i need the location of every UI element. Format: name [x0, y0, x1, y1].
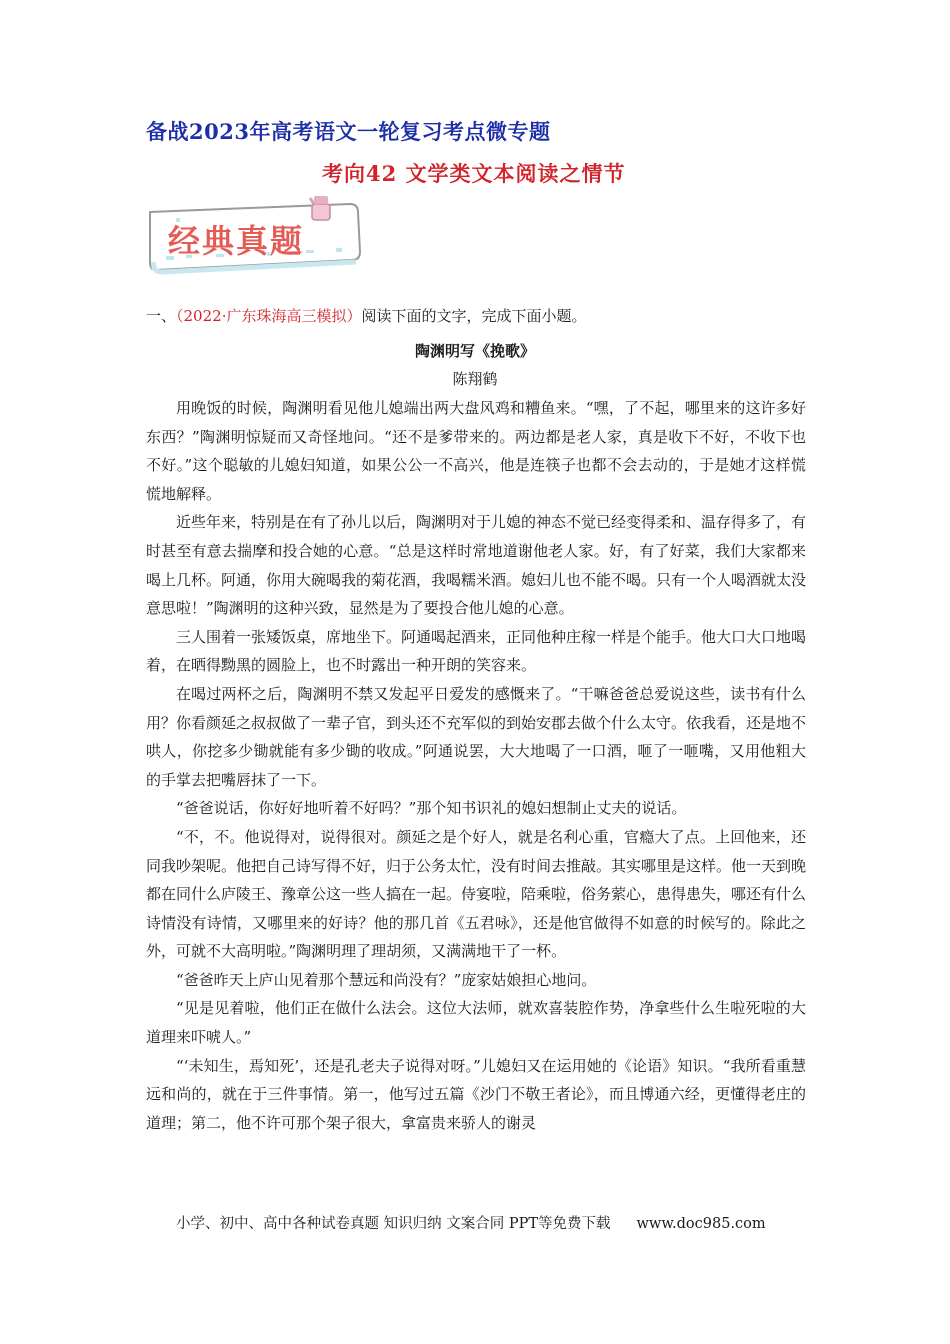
essay-paragraph: 在喝过两杯之后，陶渊明不禁又发起平日爱发的感慨来了。“干嘛爸爸总爱说这些，读书有什么用？你看颜延之叔叔做了一辈子官，到头还不充军似的到始安郡去做个什么太守。依我看，还是地不哄人，你挖多少锄就能有多少锄的收成。”阿通说罢，大大地喝了一口酒，咂了一咂嘴，又用他粗大的手掌去把嘴唇抹了一下。 — [146, 684, 807, 789]
essay-title: 陶渊明写《挽歌》 — [414, 342, 535, 360]
footer-text: 小学、初中、高中各种试卷真题 知识归纳 文案合同 PPT等免费下载 — [176, 1216, 611, 1232]
question-instruction: 阅读下面的文字，完成下面小题。 — [361, 307, 587, 325]
series-title: 备战2023年高考语文一轮复习考点微专题 — [146, 119, 551, 144]
question-number: 一、 — [146, 307, 177, 325]
question-source: （2022·广东珠海高三模拟） — [176, 307, 362, 325]
essay-paragraph: “爸爸说话，你好好地听着不好吗？”那个知书识礼的媳妇想制止丈夫的说话。 — [176, 799, 687, 818]
topic-title: 考向42 文学类文本阅读之情节 — [322, 161, 626, 186]
essay-paragraph: 近些年来，特别是在有了孙儿以后，陶渊明对于儿媳的神态不觉已经变得柔和、温存得多了，有时甚至有意去揣摩和投合她的心意。“总是这样时常地道谢他老人家。好，有了好菜，我们大家都来喝上几杯。阿通，你用大碗喝我的菊花酒，我喝糯米酒。媳妇儿也不能不喝。只有一个人喝酒就太没意思啦！”陶渊明的这种兴致，显然是为了要投合他儿媳的心意。 — [146, 513, 807, 618]
footer-url[interactable]: www.doc985.com — [636, 1216, 766, 1232]
essay-author: 陈翔鹤 — [452, 370, 498, 388]
essay-paragraph: 用晚饭的时候，陶渊明看见他儿媳端出两大盘风鸡和糟鱼来。“嘿，了不起，哪里来的这许多好东西？”陶渊明惊疑而又奇怪地问。“还不是爹带来的。两边都是老人家，真是收下不好，不收下也不好。”这个聪敏的儿媳妇知道，如果公公一不高兴，他是连筷子也都不会去动的，于是她才这样慌慌地解释。 — [146, 399, 806, 503]
essay-body — [146, 394, 806, 1137]
essay-paragraph: “‘未知生，焉知死’，还是孔老夫子说得对呀。”儿媳妇又在运用她的《论语》知识。“我所看重慧远和尚的，就在于三件事情。第一，他写过五篇《沙门不敬王者论》，而且博通六经，更懂得老庄的道理；第二，他不许可那个架子很大，拿富贵来骄人的谢灵 — [146, 1056, 806, 1132]
badge-label: 经典真题 — [168, 222, 305, 260]
page-footer — [176, 1212, 766, 1233]
question-header — [146, 305, 586, 326]
essay-paragraph: 三人围着一张矮饭桌，席地坐下。阿通喝起酒来，正同他种庄稼一样是个能手。他大口大口地喝着，在晒得黝黑的圆脸上，也不时露出一种开朗的笑容来。 — [146, 627, 807, 675]
classic-questions-badge — [146, 196, 376, 276]
essay-paragraph: “爸爸昨天上庐山见着那个慧远和尚没有？”庞家姑娘担心地问。 — [176, 970, 597, 989]
essay-paragraph: “不，不。他说得对，说得很对。颜延之是个好人，就是名利心重，官瘾大了点。上回他来，还同我吵架呢。他把自己诗写得不好，归于公务太忙，没有时间去推敲。其实哪里是这样。他一天到晚都在同什么庐陵王、豫章公这一些人搞在一起。侍宴啦，陪乘啦，俗务萦心，患得患失，哪还有什么诗情没有诗情，又哪里来的好诗？他的那几首《五君咏》，还是他官做得不如意的时候写的。除此之外，可就不大高明啦。”陶渊明理了理胡须，又满满地干了一杯。 — [146, 827, 807, 961]
essay-paragraph: “见是见着啦，他们正在做什么法会。这位大法师，就欢喜装腔作势，净拿些什么生啦死啦的大道理来吓唬人。” — [146, 999, 806, 1047]
